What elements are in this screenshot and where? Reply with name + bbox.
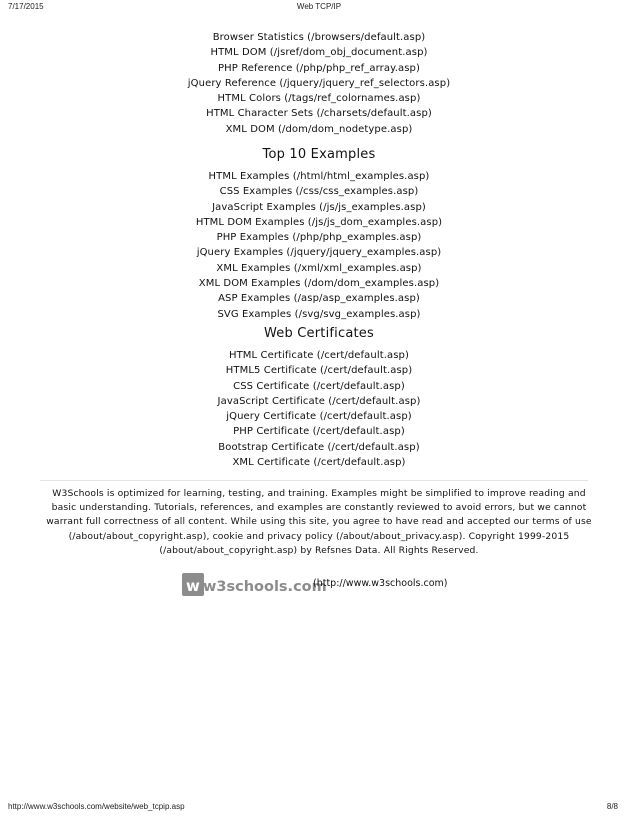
w3schools-logo[interactable]	[182, 571, 327, 598]
reference-link[interactable]: HTML Colors (/tags/ref_colornames.asp)	[217, 93, 421, 105]
reference-link[interactable]: PHP Reference (/php/php_ref_array.asp)	[218, 62, 420, 74]
page-number: 8/8	[606, 802, 618, 811]
logo-link[interactable]: (http://www.w3schools.com)	[313, 578, 448, 589]
print-footer	[0, 802, 638, 816]
certificate-link[interactable]: HTML Certificate (/cert/default.asp)	[228, 350, 409, 361]
example-link[interactable]: JavaScript Examples (/js/js_examples.asp)	[212, 201, 426, 213]
example-link[interactable]: SVG Examples (/svg/svg_examples.asp)	[217, 308, 421, 320]
reference-link[interactable]: jQuery Reference (/jquery/jquery_ref_selectors.asp)	[187, 77, 451, 89]
footer-disclaimer: W3Schools is optimized for learning, testing, and training. Examples might be simplified to improve reading and basic understanding. Tutorials, references, and examples are constantly reviewed to avoid errors, but we cannot warrant full correctness of all content. While using this site, you agree to have read and accepted our terms of use (/about/about_copyright.asp), cookie and privacy policy (/about/about_privacy.asp). Copyright 1999-2015 (/about/about_copyright.asp) by Refsnes Data. All Rights Reserved.	[46, 488, 592, 556]
reference-link[interactable]: Browser Statistics (/browsers/default.asp)	[212, 32, 426, 43]
print-header	[0, 2, 638, 16]
example-link[interactable]: PHP Examples (/php/php_examples.asp)	[216, 232, 422, 244]
example-link[interactable]: HTML DOM Examples (/js/js_dom_examples.asp)	[195, 216, 443, 228]
certificate-link[interactable]: JavaScript Certificate (/cert/default.asp)	[217, 395, 421, 407]
print-title: Web TCP/IP	[296, 2, 342, 11]
reference-link-list	[40, 30, 598, 137]
print-url: http://www.w3schools.com/website/web_tcpip.asp	[8, 802, 185, 811]
logo-wordmark: w3schools.com	[203, 579, 327, 595]
certificate-link[interactable]: HTML5 Certificate (/cert/default.asp)	[225, 365, 413, 377]
example-link[interactable]: CSS Examples (/css/css_examples.asp)	[219, 186, 419, 198]
certificate-link[interactable]: Bootstrap Certificate (/cert/default.asp)	[218, 441, 420, 453]
certificate-link[interactable]: jQuery Certificate (/cert/default.asp)	[226, 411, 412, 423]
examples-link-list	[40, 169, 598, 322]
svg-text:w: w	[186, 577, 200, 595]
footer-divider	[40, 480, 588, 481]
print-date: 7/17/2015	[8, 2, 44, 11]
example-link[interactable]: XML DOM Examples (/dom/dom_examples.asp)	[198, 278, 440, 290]
reference-link[interactable]: XML DOM (/dom/dom_nodetype.asp)	[225, 123, 413, 135]
example-link[interactable]: XML Examples (/xml/xml_examples.asp)	[216, 262, 422, 274]
web-certificates-heading: Web Certificates	[264, 326, 374, 341]
certificate-link[interactable]: XML Certificate (/cert/default.asp)	[232, 457, 406, 469]
example-link[interactable]: ASP Examples (/asp/asp_examples.asp)	[218, 293, 420, 305]
certificate-link[interactable]: PHP Certificate (/cert/default.asp)	[233, 426, 405, 438]
reference-link[interactable]: HTML Character Sets (/charsets/default.asp)	[206, 108, 432, 120]
top-examples-heading: Top 10 Examples	[262, 147, 376, 162]
certificates-link-list	[40, 348, 598, 470]
footer-logo-row	[0, 570, 638, 600]
example-link[interactable]: jQuery Examples (/jquery/jquery_examples.asp)	[196, 247, 442, 259]
example-link[interactable]: HTML Examples (/html/html_examples.asp)	[208, 171, 430, 182]
certificate-link[interactable]: CSS Certificate (/cert/default.asp)	[233, 380, 405, 392]
reference-link[interactable]: HTML DOM (/jsref/dom_obj_document.asp)	[210, 47, 428, 59]
